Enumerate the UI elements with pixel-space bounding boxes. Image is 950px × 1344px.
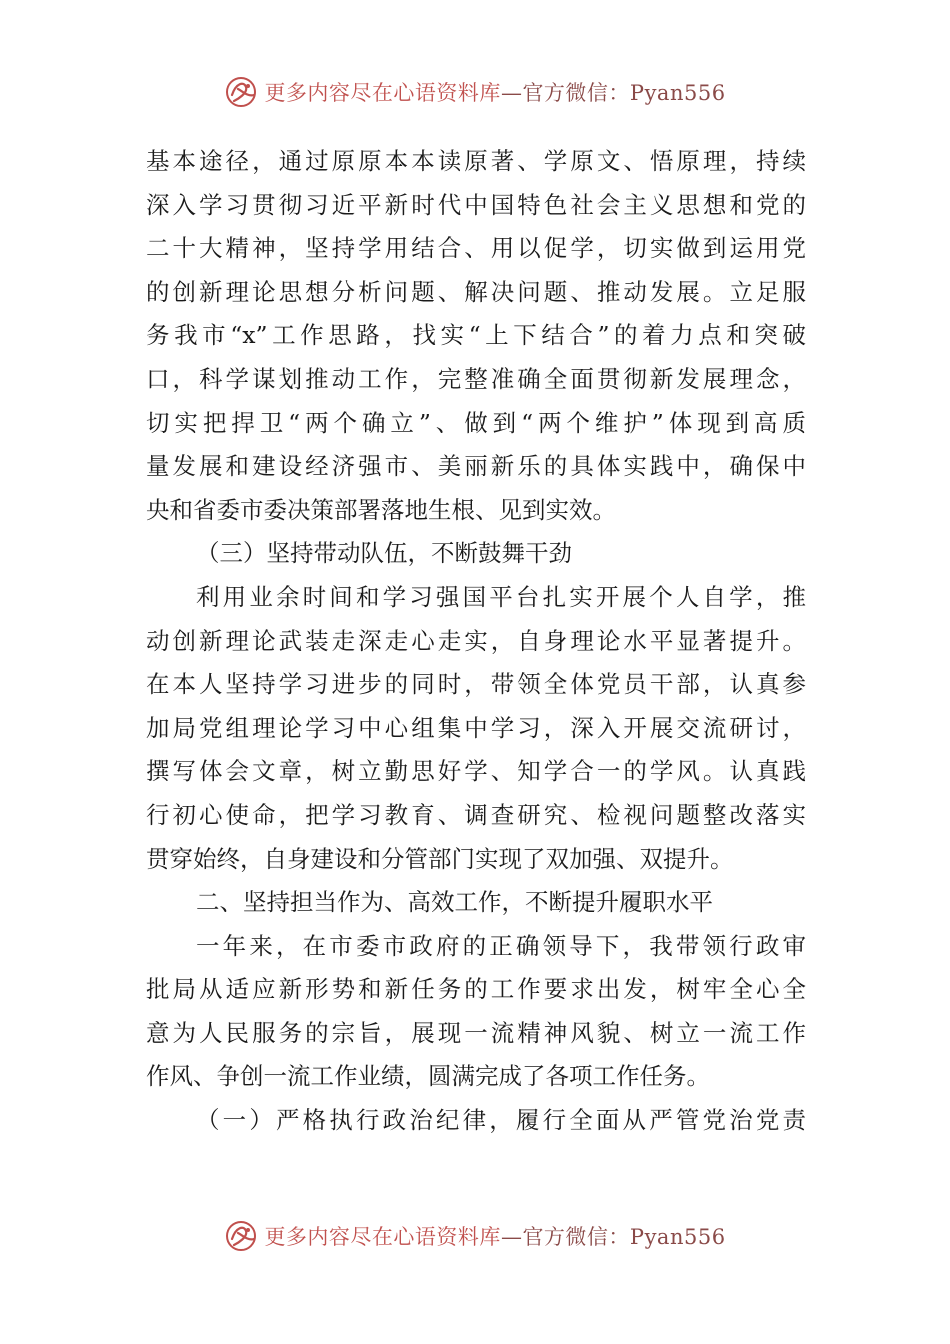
watermark-text: 更多内容尽在心语资料库—官方微信：Pyan556	[264, 81, 726, 105]
text-line: 二十大精神，坚持学用结合、用以促学，切实做到运用党	[146, 234, 806, 263]
watermark-text: 更多内容尽在心语资料库—官方微信：Pyan556	[264, 1225, 726, 1249]
text-line: 撰写体会文章，树立勤思好学、知学合一的学风。认真践	[146, 757, 806, 786]
paragraph	[146, 140, 806, 532]
text-line: 行初心使命，把学习教育、调查研究、检视问题整改落实	[146, 800, 806, 829]
watermark-banner-bottom	[0, 1216, 950, 1256]
text-line: 务我市“x”工作思路，找实“上下结合”的着力点和突破	[146, 321, 806, 350]
text-line: 利用业余时间和学习强国平台扎实开展个人自学，推	[196, 582, 806, 611]
text-line: 深入学习贯彻习近平新时代中国特色社会主义思想和党的	[146, 190, 806, 219]
section-heading: （三）坚持带动队伍，不断鼓舞干劲	[196, 539, 572, 568]
text-line: 量发展和建设经济强市、美丽新乐的具体实践中，确保中	[146, 452, 806, 481]
text-line: 加局党组理论学习中心组集中学习，深入开展交流研讨，	[146, 713, 806, 742]
text-line: 批局从适应新形势和新任务的工作要求出发，树牢全心全	[146, 975, 806, 1004]
text-line: 意为人民服务的宗旨，展现一流精神风貌、树立一流工作	[146, 1018, 806, 1047]
signature-logo-icon	[224, 75, 258, 109]
paragraph	[146, 925, 806, 1099]
text-line: 一年来，在市委市政府的正确领导下，我带领行政审	[196, 931, 806, 960]
signature-logo-icon	[224, 1219, 258, 1253]
watermark-banner-top	[0, 72, 950, 112]
paragraph	[146, 576, 806, 881]
section-heading: 二、坚持担当作为、高效工作，不断提升履职水平	[196, 888, 713, 917]
text-line: 基本途径，通过原原本本读原著、学原文、悟原理，持续	[146, 147, 806, 175]
text-line: 央和省委市委决策部署落地生根、见到实效。	[146, 495, 616, 524]
text-line: 的创新理论思想分析问题、解决问题、推动发展。立足服	[146, 277, 806, 306]
text-line: 动创新理论武装走深走心走实，自身理论水平显著提升。	[146, 626, 806, 655]
document-body	[146, 140, 806, 1143]
text-line: 在本人坚持学习进步的同时，带领全体党员干部，认真参	[146, 670, 806, 699]
text-line: 切实把捍卫“两个确立”、做到“两个维护”体现到高质	[146, 408, 806, 437]
section-heading: （一）严格执行政治纪律，履行全面从严管党治党责	[196, 1106, 806, 1135]
text-line: 口，科学谋划推动工作，完整准确全面贯彻新发展理念，	[146, 364, 806, 393]
text-line: 作风、争创一流工作业绩，圆满完成了各项工作任务。	[146, 1062, 710, 1091]
text-line: 贯穿始终，自身建设和分管部门实现了双加强、双提升。	[146, 844, 734, 873]
